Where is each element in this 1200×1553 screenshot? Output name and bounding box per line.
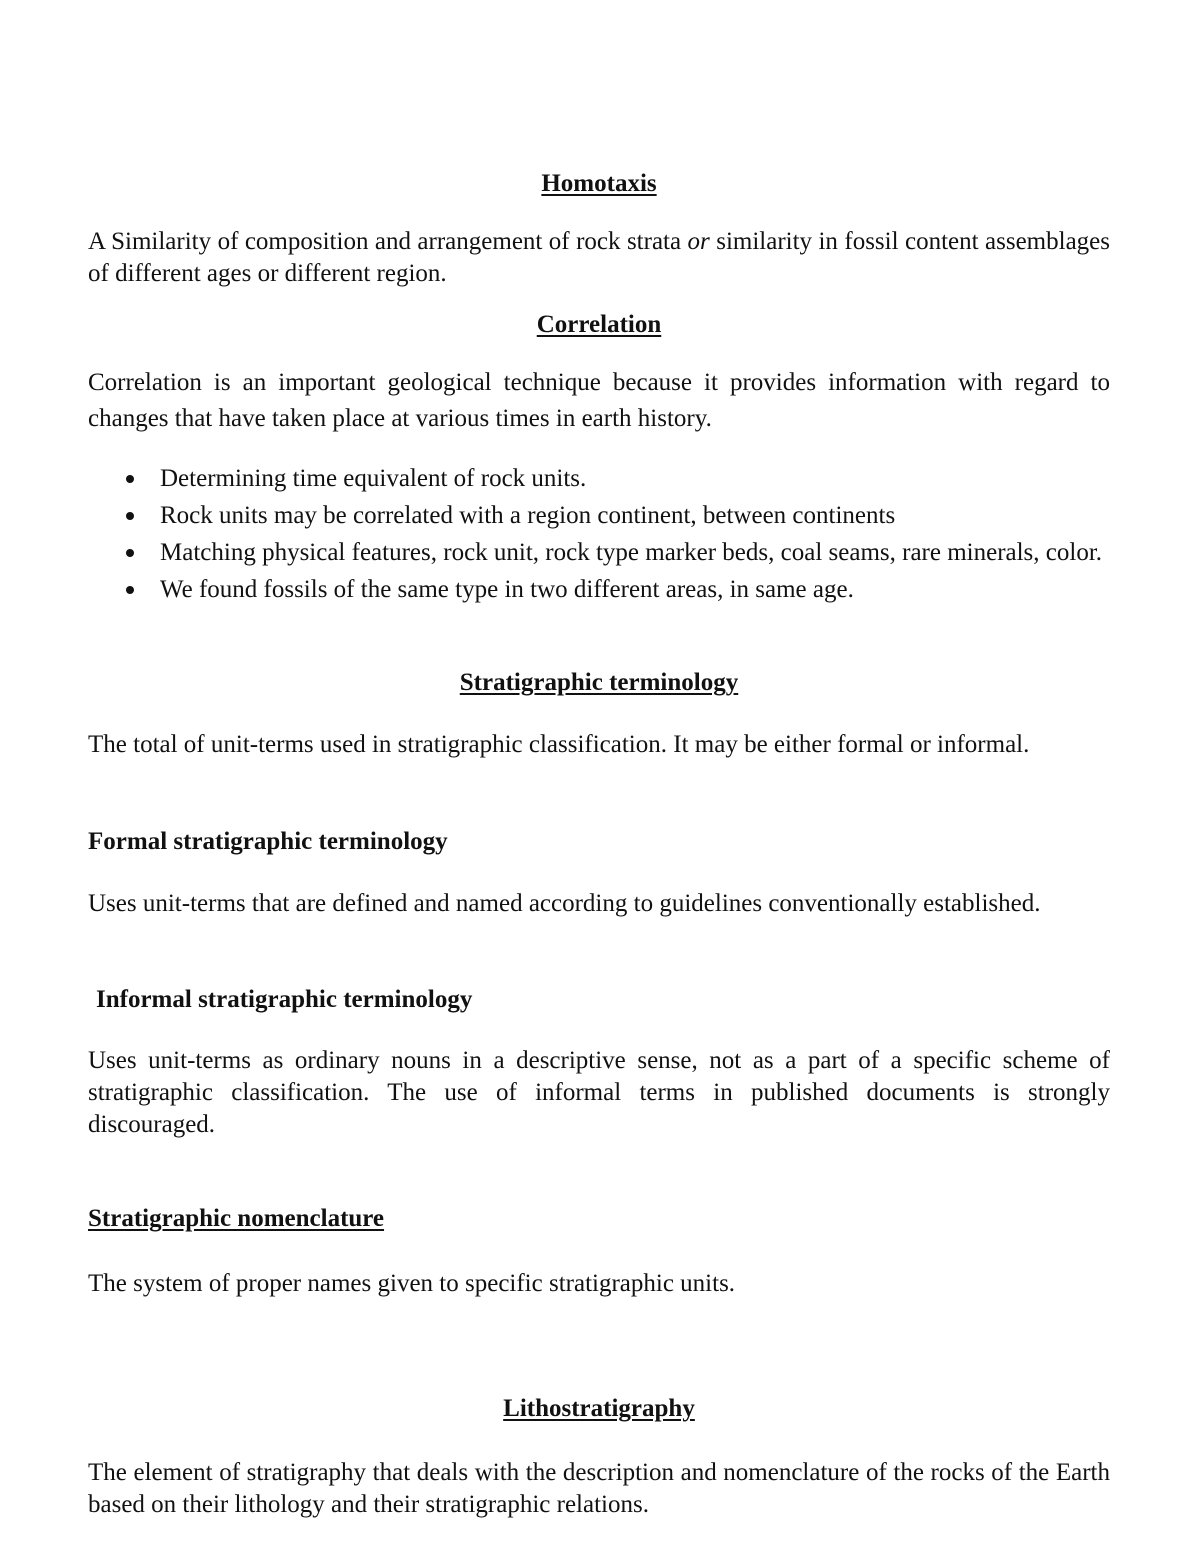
stratigraphic-nomenclature-paragraph: The system of proper names given to specific stratigraphic units. <box>88 1270 736 1297</box>
stratigraphic-terminology-heading: Stratigraphic terminology <box>459 669 739 696</box>
formal-terminology-heading: Formal stratigraphic terminology <box>88 828 448 855</box>
list-item-text: Rock units may be correlated with a region continent, between continents <box>160 502 896 529</box>
correlation-heading: Correlation <box>536 311 662 338</box>
homotaxis-italic-word: or <box>687 228 710 255</box>
lithostratigraphy-paragraph: The element of stratigraphy that deals with the description and nomenclature of the rocks of the Earth based on their lithology and their stratigraphic relations. <box>88 1459 1110 1518</box>
lithostratigraphy-heading: Lithostratigraphy <box>503 1395 695 1422</box>
list-item <box>88 534 1110 571</box>
bullet-icon <box>126 475 134 483</box>
stratigraphic-terminology-paragraph: The total of unit-terms used in stratigraphic classification. It may be either formal or informal. <box>88 731 1030 758</box>
list-item <box>88 497 1110 534</box>
list-item <box>88 571 1110 608</box>
homotaxis-heading: Homotaxis <box>541 170 657 197</box>
bullet-icon <box>126 586 134 594</box>
correlation-bullet-list <box>88 460 1110 608</box>
bullet-icon <box>126 512 134 520</box>
list-item-text: We found fossils of the same type in two different areas, in same age. <box>160 576 854 603</box>
list-item-text: Determining time equivalent of rock units. <box>160 465 587 492</box>
homotaxis-paragraph <box>88 226 1110 290</box>
correlation-paragraph: Correlation is an important geological technique because it provides information with regard to changes that have taken place at various times in earth history. <box>88 369 1110 432</box>
formal-terminology-paragraph: Uses unit-terms that are defined and named according to guidelines conventionally established. <box>88 890 1041 917</box>
homotaxis-text-part1: A Similarity of composition and arrangement of rock strata <box>88 228 688 255</box>
stratigraphic-nomenclature-heading: Stratigraphic nomenclature <box>88 1205 385 1232</box>
list-item-text: Matching physical features, rock unit, rock type marker beds, coal seams, rare minerals, color. <box>160 539 1103 566</box>
informal-terminology-heading: Informal stratigraphic terminology <box>96 986 473 1013</box>
list-item <box>88 460 1110 497</box>
bullet-icon <box>126 549 134 557</box>
homotaxis-text-part2: similarity in fossil content assemblages of different ages or different region. <box>88 228 1110 287</box>
informal-terminology-paragraph: Uses unit-terms as ordinary nouns in a descriptive sense, not as a part of a specific scheme of stratigraphic classification. The use of informal terms in published documents is strongly discouraged. <box>88 1047 1110 1138</box>
